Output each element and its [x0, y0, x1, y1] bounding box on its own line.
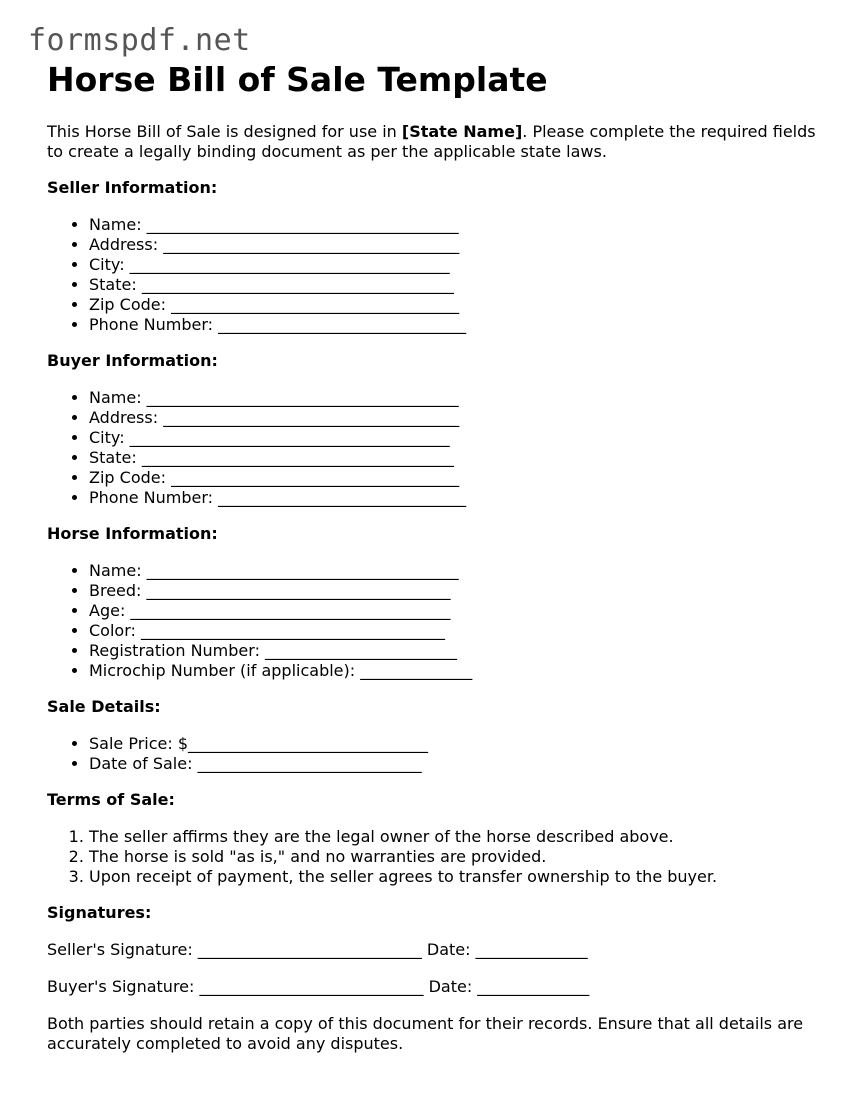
state-name-placeholder: [State Name] [401, 122, 523, 141]
sale-price-field: • Sale Price: $______________________________ [89, 734, 817, 754]
seller-address-field: • Address: _____________________________________ [89, 235, 817, 255]
buyer-zip-field: • Zip Code: ____________________________________ [89, 468, 817, 488]
sale-details-heading: Sale Details: [47, 697, 161, 716]
buyer-state-field: • State: _______________________________________ [89, 448, 817, 468]
seller-zip-field: • Zip Code: ____________________________________ [89, 295, 817, 315]
seller-signature-line: Seller's Signature: ____________________________ Date: ______________ [47, 940, 588, 959]
term-item: 2. The horse is sold "as is," and no warranties are provided. [89, 847, 817, 867]
intro-text-before: This Horse Bill of Sale is designed for use in [47, 122, 402, 141]
seller-information-list [47, 215, 817, 335]
buyer-city-field: • City: ________________________________________ [89, 428, 817, 448]
terms-of-sale-list [47, 827, 817, 887]
document-title: Horse Bill of Sale Template [47, 60, 548, 99]
term-item: 3. Upon receipt of payment, the seller agrees to transfer ownership to the buyer. [89, 867, 817, 887]
seller-information-heading: Seller Information: [47, 178, 218, 197]
buyer-phone-field: • Phone Number: _______________________________ [89, 488, 817, 508]
closing-paragraph: Both parties should retain a copy of this document for their records. Ensure that all details are accurately completed to avoid any disputes. [47, 1014, 804, 1053]
seller-phone-field: • Phone Number: _______________________________ [89, 315, 817, 335]
intro-paragraph [47, 122, 817, 162]
horse-age-field: • Age: ________________________________________ [89, 601, 817, 621]
horse-information-list [47, 561, 817, 681]
buyer-signature-line: Buyer's Signature: ____________________________ Date: ______________ [47, 977, 590, 996]
document [47, 58, 817, 1054]
signatures-heading: Signatures: [47, 903, 152, 922]
horse-color-field: • Color: ______________________________________ [89, 621, 817, 641]
horse-microchip-field: • Microchip Number (if applicable): ______________ [89, 661, 817, 681]
horse-registration-field: • Registration Number: ________________________ [89, 641, 817, 661]
sale-details-list [47, 734, 817, 774]
horse-information-heading: Horse Information: [47, 524, 218, 543]
horse-name-field: • Name: _______________________________________ [89, 561, 817, 581]
seller-name-field: • Name: _______________________________________ [89, 215, 817, 235]
buyer-information-list [47, 388, 817, 508]
seller-city-field: • City: ________________________________________ [89, 255, 817, 275]
buyer-name-field: • Name: _______________________________________ [89, 388, 817, 408]
buyer-information-heading: Buyer Information: [47, 351, 218, 370]
intro-text-after: . Please complete the required fields to create a legally binding document as per the applicable state laws. [47, 122, 816, 161]
horse-breed-field: • Breed: ______________________________________ [89, 581, 817, 601]
watermark: formspdf.net [28, 23, 251, 58]
term-item: 1. The seller affirms they are the legal owner of the horse described above. [89, 827, 817, 847]
terms-of-sale-heading: Terms of Sale: [47, 790, 175, 809]
sale-date-field: • Date of Sale: ____________________________ [89, 754, 817, 774]
seller-state-field: • State: _______________________________________ [89, 275, 817, 295]
buyer-address-field: • Address: _____________________________________ [89, 408, 817, 428]
